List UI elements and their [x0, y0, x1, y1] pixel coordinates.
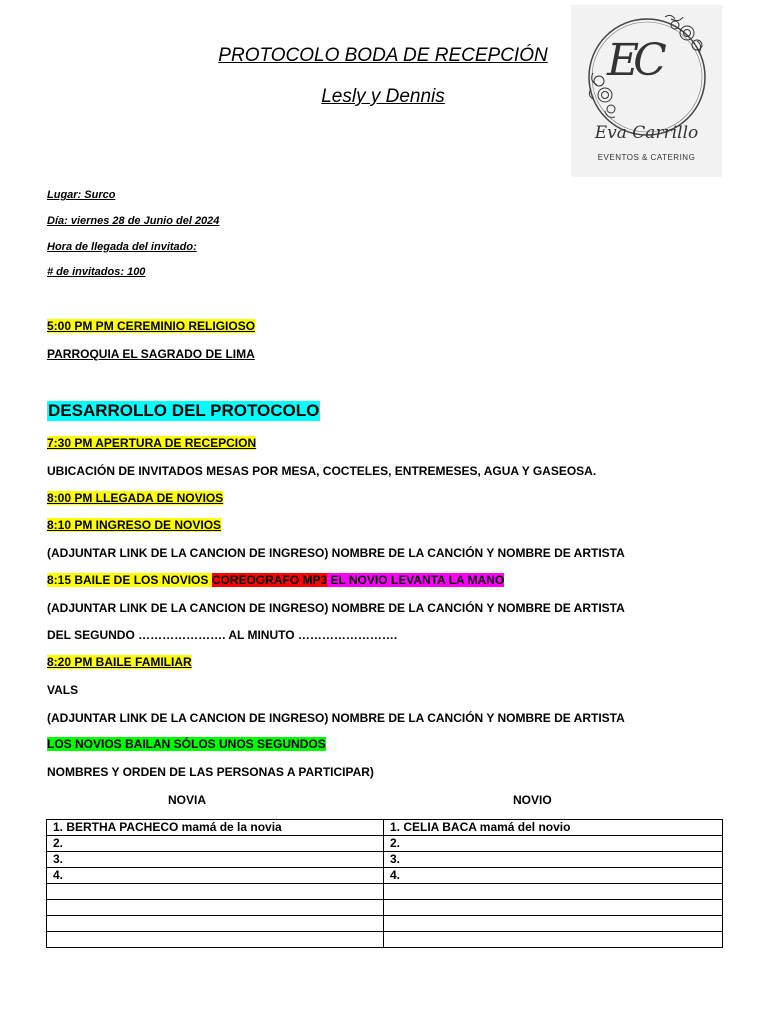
dance-item: [47, 573, 504, 587]
bride-cell: [47, 932, 384, 948]
groom-cell: 4.: [384, 868, 723, 884]
groom-cell: 2.: [384, 836, 723, 852]
date-label: Día: viernes 28 de Junio del 2024: [47, 215, 220, 227]
bride-cell: [47, 916, 384, 932]
dance-song-note: (ADJUNTAR LINK DE LA CANCION DE INGRESO) NOMBRE DE LA CANCIÓN Y NOMBRE DE ARTISTA: [47, 601, 625, 615]
groom-column-header: NOVIO: [513, 793, 552, 807]
groom-cell: 1. CELIA BACA mamá del novio: [384, 820, 723, 836]
document-title: PROTOCOLO BODA DE RECEPCIÓN: [218, 45, 548, 66]
bride-cell: 4.: [47, 868, 384, 884]
logo-brand-name: Eva Carrillo: [594, 123, 699, 143]
arrival-item: 8:00 PM LLEGADA DE NOVIOS: [47, 491, 224, 505]
groom-cell: [384, 916, 723, 932]
table-row: [47, 852, 723, 868]
table-row: [47, 916, 723, 932]
entry-item: 8:10 PM INGRESO DE NOVIOS: [47, 518, 222, 532]
place-label: Lugar: Surco: [47, 189, 116, 201]
ceremony-time: 5:00 PM PM CEREMINIO RELIGIOSO: [47, 319, 256, 333]
guest-count-label: # de invitados: 100: [47, 266, 146, 278]
seating-item: UBICACIÓN DE INVITADOS MESAS POR MESA, COCTELES, ENTREMESES, AGUA Y GASEOSA.: [47, 464, 597, 478]
arrival-time-label: Hora de llegada del invitado:: [47, 241, 197, 253]
protocol-heading: DESARROLLO DEL PROTOCOLO: [48, 401, 320, 420]
ceremony-location: PARROQUIA EL SAGRADO DE LIMA: [47, 347, 255, 361]
logo-monogram: EC: [607, 35, 661, 86]
table-row: [47, 900, 723, 916]
company-logo: [571, 5, 722, 177]
dance-time: 8:15 BAILE DE LOS NOVIOS: [47, 573, 212, 587]
participants-table: [46, 819, 723, 948]
bride-cell: [47, 900, 384, 916]
entry-song-note: (ADJUNTAR LINK DE LA CANCION DE INGRESO) NOMBRE DE LA CANCIÓN Y NOMBRE DE ARTISTA: [47, 546, 625, 560]
logo-graphic: [571, 5, 722, 177]
groom-cell: [384, 884, 723, 900]
couple-names: Lesly y Dennis: [321, 86, 445, 107]
waltz-label: VALS: [47, 683, 79, 697]
participants-note: NOMBRES Y ORDEN DE LAS PERSONAS A PARTICIPAR): [47, 765, 374, 779]
opening-item: 7:30 PM APERTURA DE RECEPCION: [47, 436, 257, 450]
table-row: [47, 932, 723, 948]
bride-cell: 1. BERTHA PACHECO mamá de la novia: [47, 820, 384, 836]
logo-tagline: EVENTOS & CATERING: [597, 153, 696, 162]
table-row: [47, 836, 723, 852]
dance-timing-note: DEL SEGUNDO …………………. AL MINUTO …………………….: [47, 628, 398, 642]
choreographer-badge: COREOGRAFO MP3: [211, 573, 328, 587]
bride-cell: 2.: [47, 836, 384, 852]
couple-alone-item: LOS NOVIOS BAILAN SÓLOS UNOS SEGUNDOS: [47, 737, 326, 751]
bride-column-header: NOVIA: [168, 793, 207, 807]
bride-cell: 3.: [47, 852, 384, 868]
table-row: [47, 820, 723, 836]
waltz-song-note: (ADJUNTAR LINK DE LA CANCION DE INGRESO) NOMBRE DE LA CANCIÓN Y NOMBRE DE ARTISTA: [47, 711, 625, 725]
table-row: [47, 868, 723, 884]
hand-raise-note: EL NOVIO LEVANTA LA MANO: [327, 573, 505, 587]
groom-cell: [384, 932, 723, 948]
table-row: [47, 884, 723, 900]
family-dance-item: 8:20 PM BAILE FAMILIAR: [47, 655, 192, 669]
bride-cell: [47, 884, 384, 900]
groom-cell: [384, 900, 723, 916]
groom-cell: 3.: [384, 852, 723, 868]
